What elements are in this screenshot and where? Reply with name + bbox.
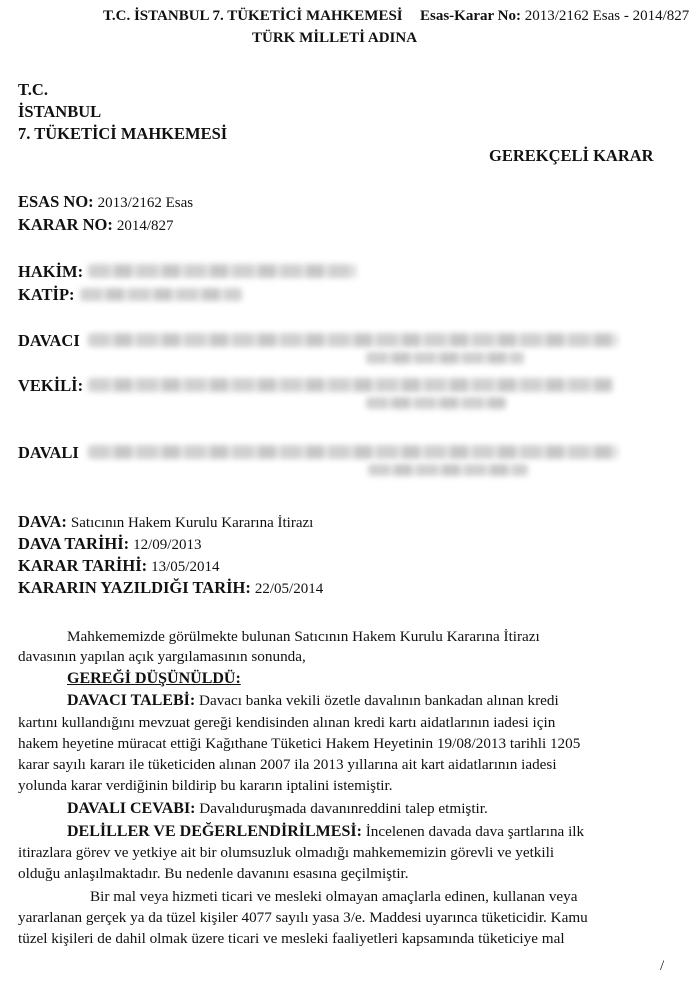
dava-tarihi-label: DAVA TARİHİ: [18, 534, 130, 553]
intro-line-2: davasının yapılan açık yargılamasının sonunda, [18, 648, 306, 665]
davali-label: DAVALI [18, 443, 79, 462]
dava-tarihi-row [18, 534, 201, 554]
davali-redacted-line2 [368, 464, 528, 476]
yazildigi-row [18, 578, 323, 598]
header-court-name: T.C. İSTANBUL 7. TÜKETİCİ MAHKEMESİ [103, 8, 403, 24]
court-name: 7. TÜKETİCİ MAHKEMESİ [18, 124, 228, 143]
davaci-talebi-line-1 [67, 691, 559, 711]
davaci-redacted-line2 [366, 352, 524, 364]
esas-value: 2013/2162 Esas [97, 195, 194, 211]
dava-label: DAVA: [18, 512, 67, 531]
case-number-label: Esas-Karar No: [420, 8, 521, 24]
davaci-talebi-line-2: kartını kullandığını mevzuat gereği kendisinden alınan kredi kartı aidatlarının iadesi için [18, 714, 556, 731]
deliller-line-1 [67, 822, 584, 842]
case-number-value: 2013/2162 Esas - 2014/827 [524, 8, 690, 24]
karar-value: 2014/827 [116, 218, 174, 234]
davaci-talebi-line-3: hakem heyetine müracat ettiği Kağıthane Tüketici Hakem Heyetinin 19/08/2013 tarihli 1205 [18, 735, 581, 752]
court-tc: T.C. [18, 80, 48, 99]
karar-tarihi-label: KARAR TARİHİ: [18, 556, 148, 575]
decision-title: GEREKÇELİ KARAR [489, 146, 654, 165]
esas-row [18, 192, 193, 212]
davaci-redacted-line1 [88, 333, 618, 347]
katip-redacted [80, 288, 242, 301]
paragraph-4-line-2: yararlanan gerçek ya da tüzel kişiler 4077 sayılı yasa 3/e. Maddesi uyarınca tüketicidir. Kamu [18, 909, 588, 926]
intro-line-1: Mahkememizde görülmekte bulunan Satıcının Hakem Kurulu Kararına İtirazı [67, 628, 540, 645]
davali-cevabi-label: DAVALI CEVABI: [67, 800, 196, 817]
karar-tarihi-row [18, 556, 219, 576]
yazildigi-value: 22/05/2014 [254, 581, 324, 597]
paragraph-4-line-1: Bir mal veya hizmeti ticari ve mesleki olmayan amaçlarla edinen, kullanan veya [90, 888, 578, 905]
yazildigi-label: KARARIN YAZILDIĞI TARİH: [18, 578, 251, 597]
dava-row [18, 512, 313, 532]
dava-value: Satıcının Hakem Kurulu Kararına İtirazı [70, 515, 314, 531]
page-mark: / [660, 958, 665, 974]
header-case-number [420, 8, 689, 25]
deliller-label: DELİLLER VE DEĞERLENDİRİLMESİ: [67, 823, 362, 840]
nation-title: TÜRK MİLLETİ ADINA [252, 30, 418, 46]
davaci-talebi-line-4: karar sayılı kararı ile tüketiciden alınan 2007 ila 2013 yıllarına ait kart aidatlarının iadesi [18, 756, 557, 773]
davali-redacted-line1 [88, 445, 618, 459]
paragraph-4-line-3: tüzel kişileri de dahil olmak üzere ticari ve mesleki faaliyetleri kapsamında tüketiciye mal [18, 930, 565, 947]
vekili-redacted-line1 [88, 378, 613, 392]
katip-label: KATİP: [18, 285, 75, 304]
davali-cevabi-text: Davalıduruşmada davanınreddini talep etmiştir. [199, 800, 488, 817]
deliller-line-3: olduğu anlaşılmaktadır. Bu nedenle davanını esasına geçilmiştir. [18, 865, 409, 882]
esas-label: ESAS NO: [18, 192, 94, 211]
header-court-line [103, 8, 403, 25]
vekili-redacted-line2 [366, 397, 506, 409]
deliller-line-2: itirazlara görev ve yetkiye ait bir olumsuzluk olmadığı mahkememizin görevli ve yetkili [18, 844, 555, 861]
court-city: İSTANBUL [18, 102, 102, 121]
davaci-label: DAVACI [18, 331, 80, 350]
davaci-talebi-text-1: Davacı banka vekili özetle davalının bankadan alınan kredi [199, 692, 559, 709]
hakim-redacted [88, 264, 356, 278]
karar-label: KARAR NO: [18, 215, 113, 234]
davaci-talebi-line-5: yolunda karar verdiğinin bildirip bu kararın iptalini istemiştir. [18, 777, 393, 794]
vekili-label: VEKİLİ: [18, 376, 84, 395]
dava-tarihi-value: 12/09/2013 [133, 537, 202, 553]
karar-tarihi-value: 13/05/2014 [151, 559, 220, 575]
deliller-text-1: İncelenen davada dava şartlarına ilk [365, 823, 585, 840]
hakim-label: HAKİM: [18, 262, 84, 281]
karar-row [18, 215, 174, 235]
davali-cevabi-line [67, 799, 488, 819]
geregi-heading: GEREĞİ DÜŞÜNÜLDÜ: [67, 670, 241, 687]
davaci-talebi-label: DAVACI TALEBİ: [67, 692, 196, 709]
